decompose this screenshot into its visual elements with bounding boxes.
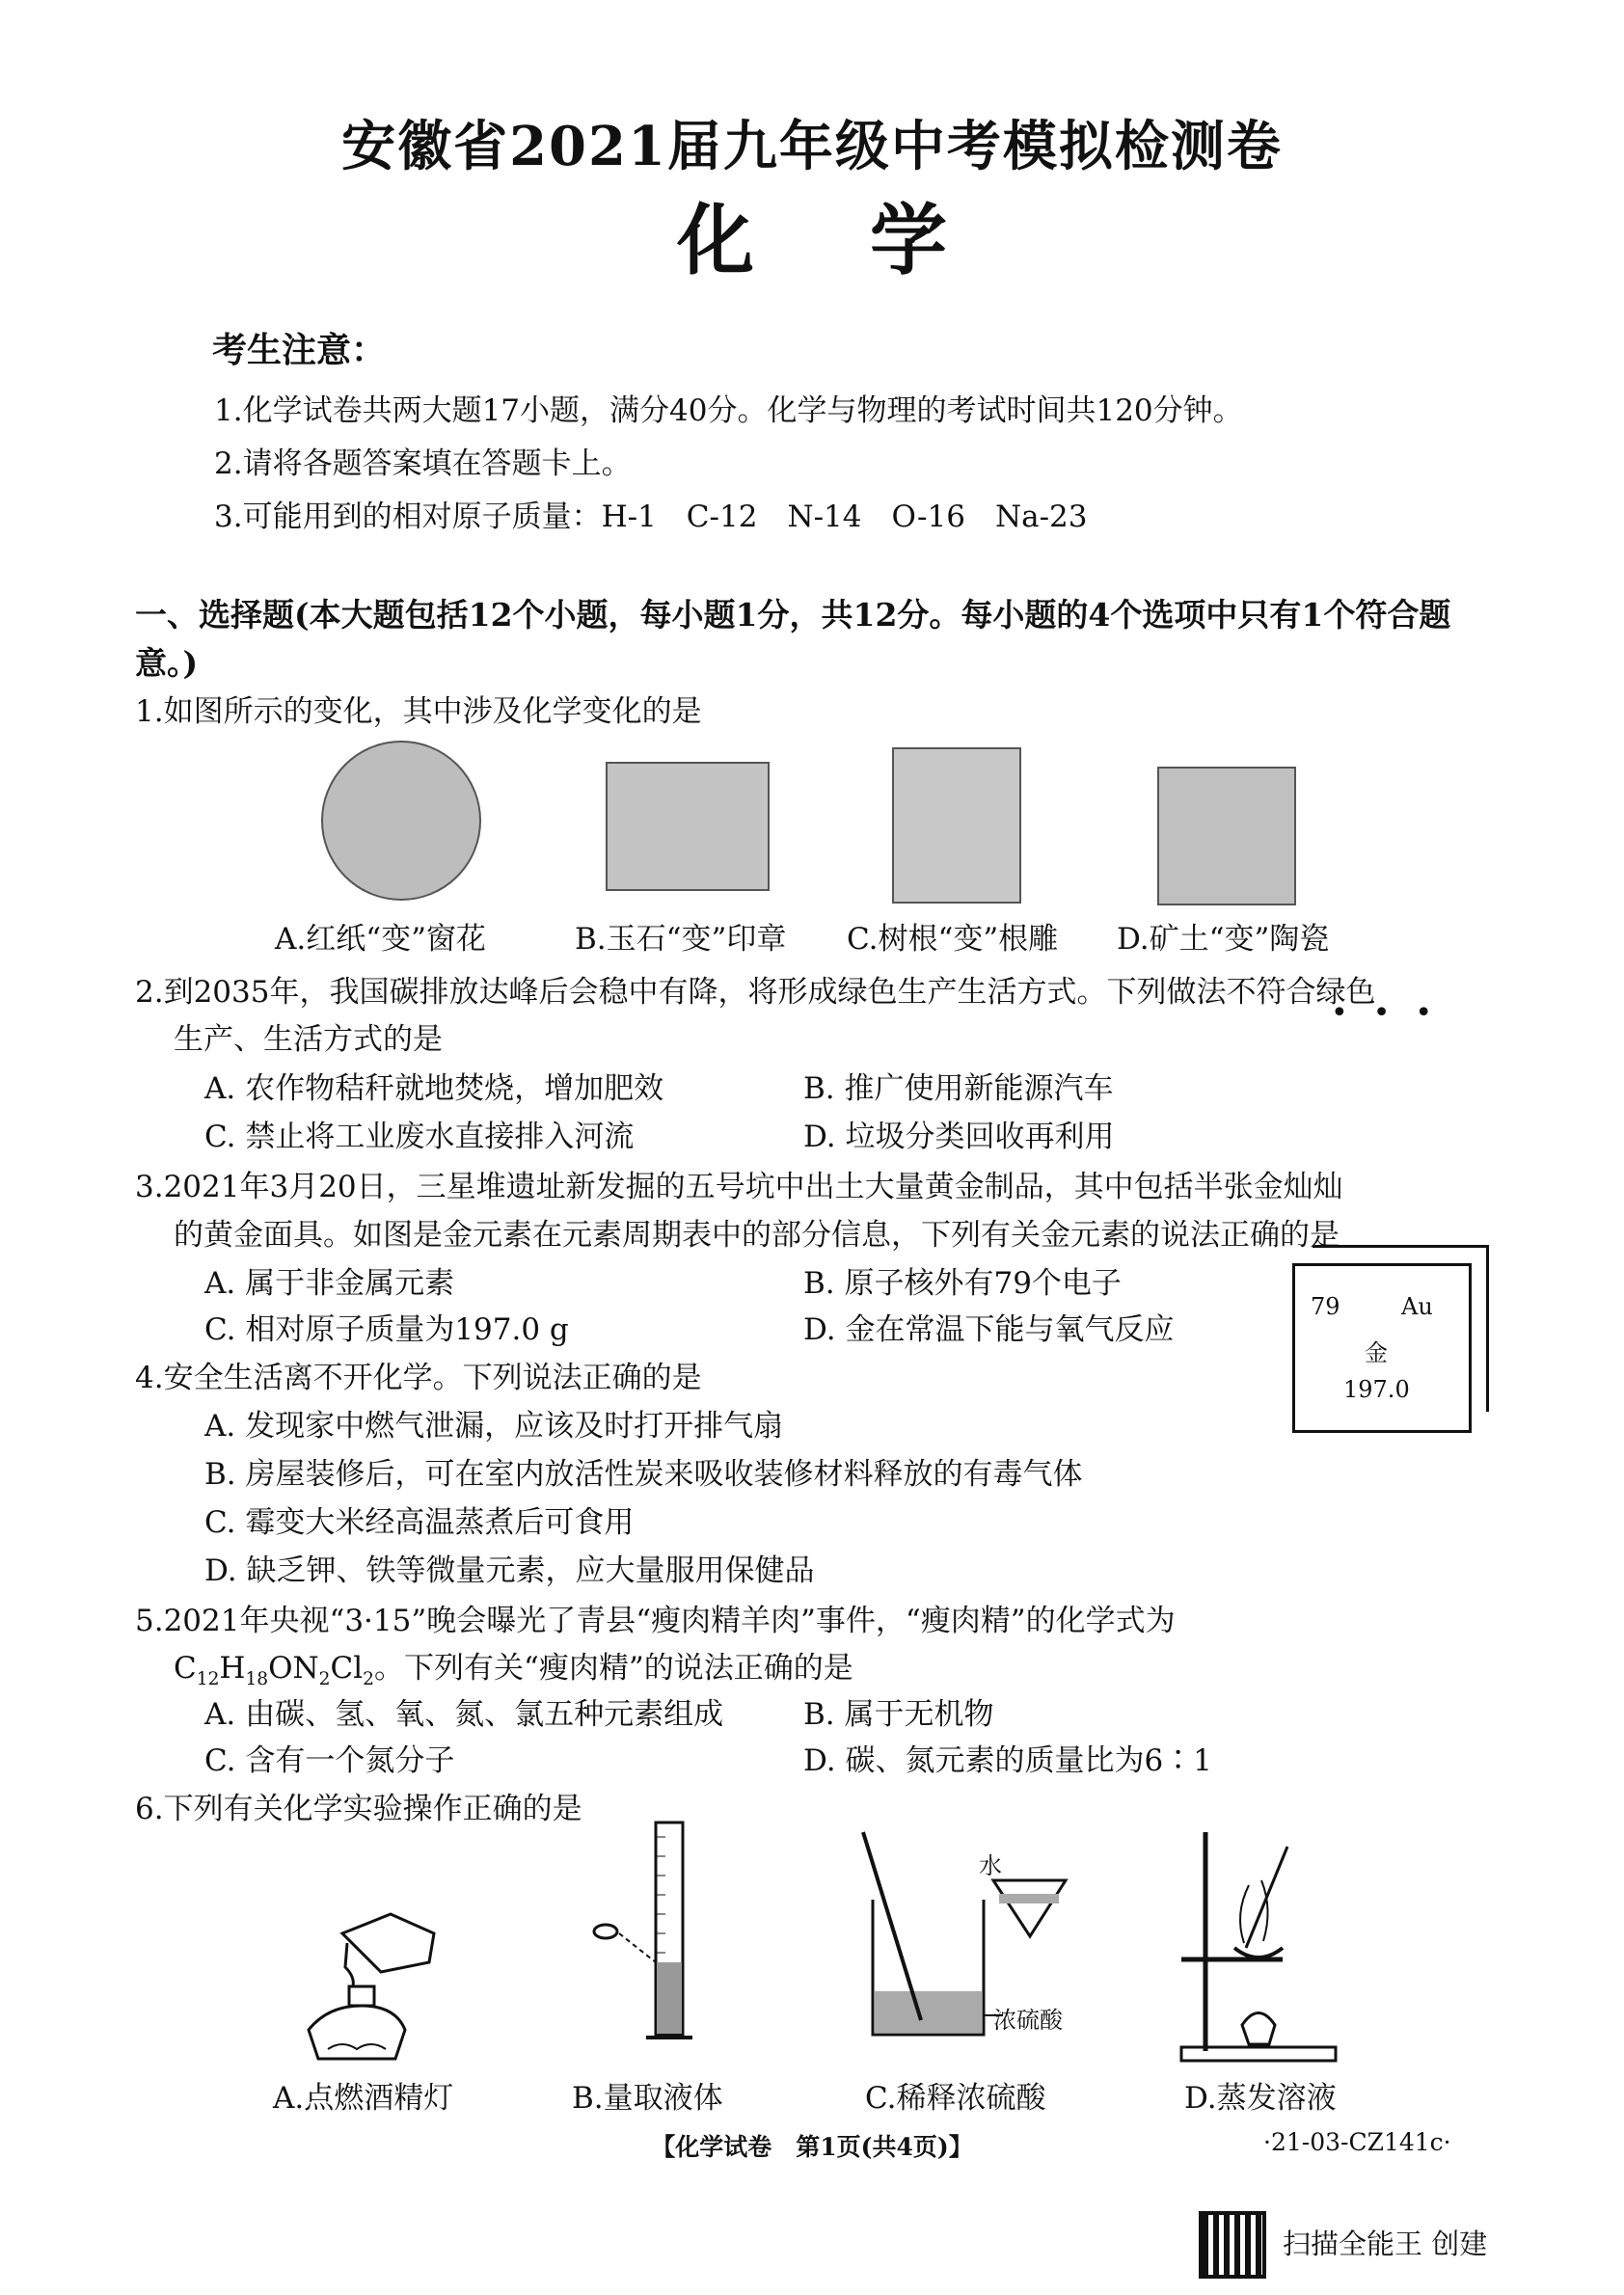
q5-stem-line2 xyxy=(174,1643,853,1689)
section-heading: 一、选择题(本大题包括12个小题，每小题1分，共12分。每小题的4个选项中只有1个符合题意。) xyxy=(135,596,1451,682)
q1-caption-d: D.矿土“变”陶瓷 xyxy=(1117,922,1330,957)
gold-element-card xyxy=(1292,1263,1472,1433)
q4-stem: 4.安全生活离不开化学。下列说法正确的是 xyxy=(135,1361,702,1395)
q2-option-b: B. 推广使用新能源汽车 xyxy=(803,1071,1114,1106)
ceramic-image xyxy=(1157,767,1296,905)
root-carving-image xyxy=(892,747,1021,904)
notice-item-2: 2.请将各题答案填在答题卡上。 xyxy=(214,446,632,481)
q6-stem: 6.下列有关化学实验操作正确的是 xyxy=(135,1792,582,1826)
q3-stem-line1: 3.2021年3月20日，三星堆遗址新发掘的五号坑中出土大量黄金制品，其中包括半张金灿灿 xyxy=(135,1170,1343,1204)
qr-code-icon xyxy=(1199,2211,1266,2279)
q6-caption-c: C.稀释浓硫酸 xyxy=(865,2081,1046,2116)
q3-stem-line2: 的黄金面具。如图是金元素在元素周期表中的部分信息，下列有关金元素的说法正确的是 xyxy=(174,1218,1340,1253)
graduated-cylinder-figure xyxy=(588,1818,714,2059)
q1-caption-a: A.红纸“变”窗花 xyxy=(275,922,486,957)
exam-title: 安徽省2021届九年级中考模拟检测卷 xyxy=(341,115,1283,178)
q4-option-b: B. 房屋装修后，可在室内放活性炭来吸收装修材料释放的有毒气体 xyxy=(204,1457,1083,1492)
q4-option-c: C. 霉变大米经高温蒸煮后可食用 xyxy=(204,1505,635,1540)
page-footer: 【化学试卷 第1页(共4页)】 xyxy=(651,2133,973,2161)
jade-seal-image xyxy=(606,762,770,891)
notice-item-3: 3.可能用到的相对原子质量：H-1 C-12 N-14 O-16 Na-23 xyxy=(214,500,1088,534)
element-atomic-number: 79 xyxy=(1311,1293,1340,1320)
q3-option-a: A. 属于非金属元素 xyxy=(204,1266,455,1301)
evaporation-apparatus-figure xyxy=(1177,1827,1369,2068)
notice-heading: 考生注意： xyxy=(212,330,387,370)
exam-code: ·21-03-CZ141c· xyxy=(1263,2128,1451,2156)
element-mass: 197.0 xyxy=(1343,1376,1410,1403)
q2-stem-line1: 2.到2035年，我国碳排放达峰后会稳中有降，将形成绿色生产生活方式。下列做法不符合绿色 xyxy=(135,975,1376,1010)
q5-option-c: C. 含有一个氮分子 xyxy=(204,1743,455,1778)
q5-stem-line2-suffix: 。下列有关“瘦肉精”的说法正确的是 xyxy=(374,1651,853,1686)
q6-caption-b: B.量取液体 xyxy=(572,2081,723,2116)
q2-option-a: A. 农作物秸秆就地焚烧，增加肥效 xyxy=(204,1071,664,1106)
window-paper-cutting-image xyxy=(321,741,481,901)
q1-stem: 1.如图所示的变化，其中涉及化学变化的是 xyxy=(135,694,702,729)
q5-option-b: B. 属于无机物 xyxy=(803,1697,994,1732)
q2-option-d: D. 垃圾分类回收再利用 xyxy=(803,1120,1115,1154)
q5-formula: $C_{12}H_{18}ON_2Cl_2$ xyxy=(174,1651,374,1690)
q1-caption-c: C.树根“变”根雕 xyxy=(847,922,1059,957)
element-symbol: Au xyxy=(1401,1293,1433,1320)
acid-label: 浓硫酸 xyxy=(993,2007,1063,2034)
q5-stem-line1: 5.2021年央视“3·15”晚会曝光了青县“瘦肉精羊肉”事件，“瘦肉精”的化学式为 xyxy=(135,1604,1176,1638)
water-label: 水 xyxy=(979,1852,1002,1879)
q6-caption-d: D.蒸发溶液 xyxy=(1184,2081,1337,2116)
q2-option-c: C. 禁止将工业废水直接排入河流 xyxy=(204,1120,635,1154)
subject-title: 化学 xyxy=(677,195,1063,285)
lighting-alcohol-lamp-figure xyxy=(289,1904,463,2068)
scanner-watermark: 扫描全能王 创建 xyxy=(1283,2228,1488,2260)
q3-option-c: C. 相对原子质量为197.0 g xyxy=(204,1312,569,1347)
notice-item-1: 1.化学试卷共两大题17小题，满分40分。化学与物理的考试时间共120分钟。 xyxy=(214,393,1243,428)
q2-stem-line2: 生产、生活方式的是 xyxy=(174,1022,443,1057)
q4-option-d: D. 缺乏钾、铁等微量元素，应大量服用保健品 xyxy=(204,1553,815,1588)
emphasis-dots: ••• xyxy=(1331,996,1458,1030)
q4-option-a: A. 发现家中燃气泄漏，应该及时打开排气扇 xyxy=(204,1409,784,1444)
q6-caption-a: A.点燃酒精灯 xyxy=(273,2081,454,2116)
q3-option-b: B. 原子核外有79个电子 xyxy=(803,1266,1122,1301)
q3-option-d: D. 金在常温下能与氧气反应 xyxy=(803,1312,1175,1347)
element-name: 金 xyxy=(1365,1339,1388,1366)
q5-option-d: D. 碳、氮元素的质量比为6∶1 xyxy=(803,1743,1212,1778)
q1-caption-b: B.玉石“变”印章 xyxy=(575,922,787,957)
q5-option-a: A. 由碳、氢、氧、氮、氯五种元素组成 xyxy=(204,1697,724,1732)
